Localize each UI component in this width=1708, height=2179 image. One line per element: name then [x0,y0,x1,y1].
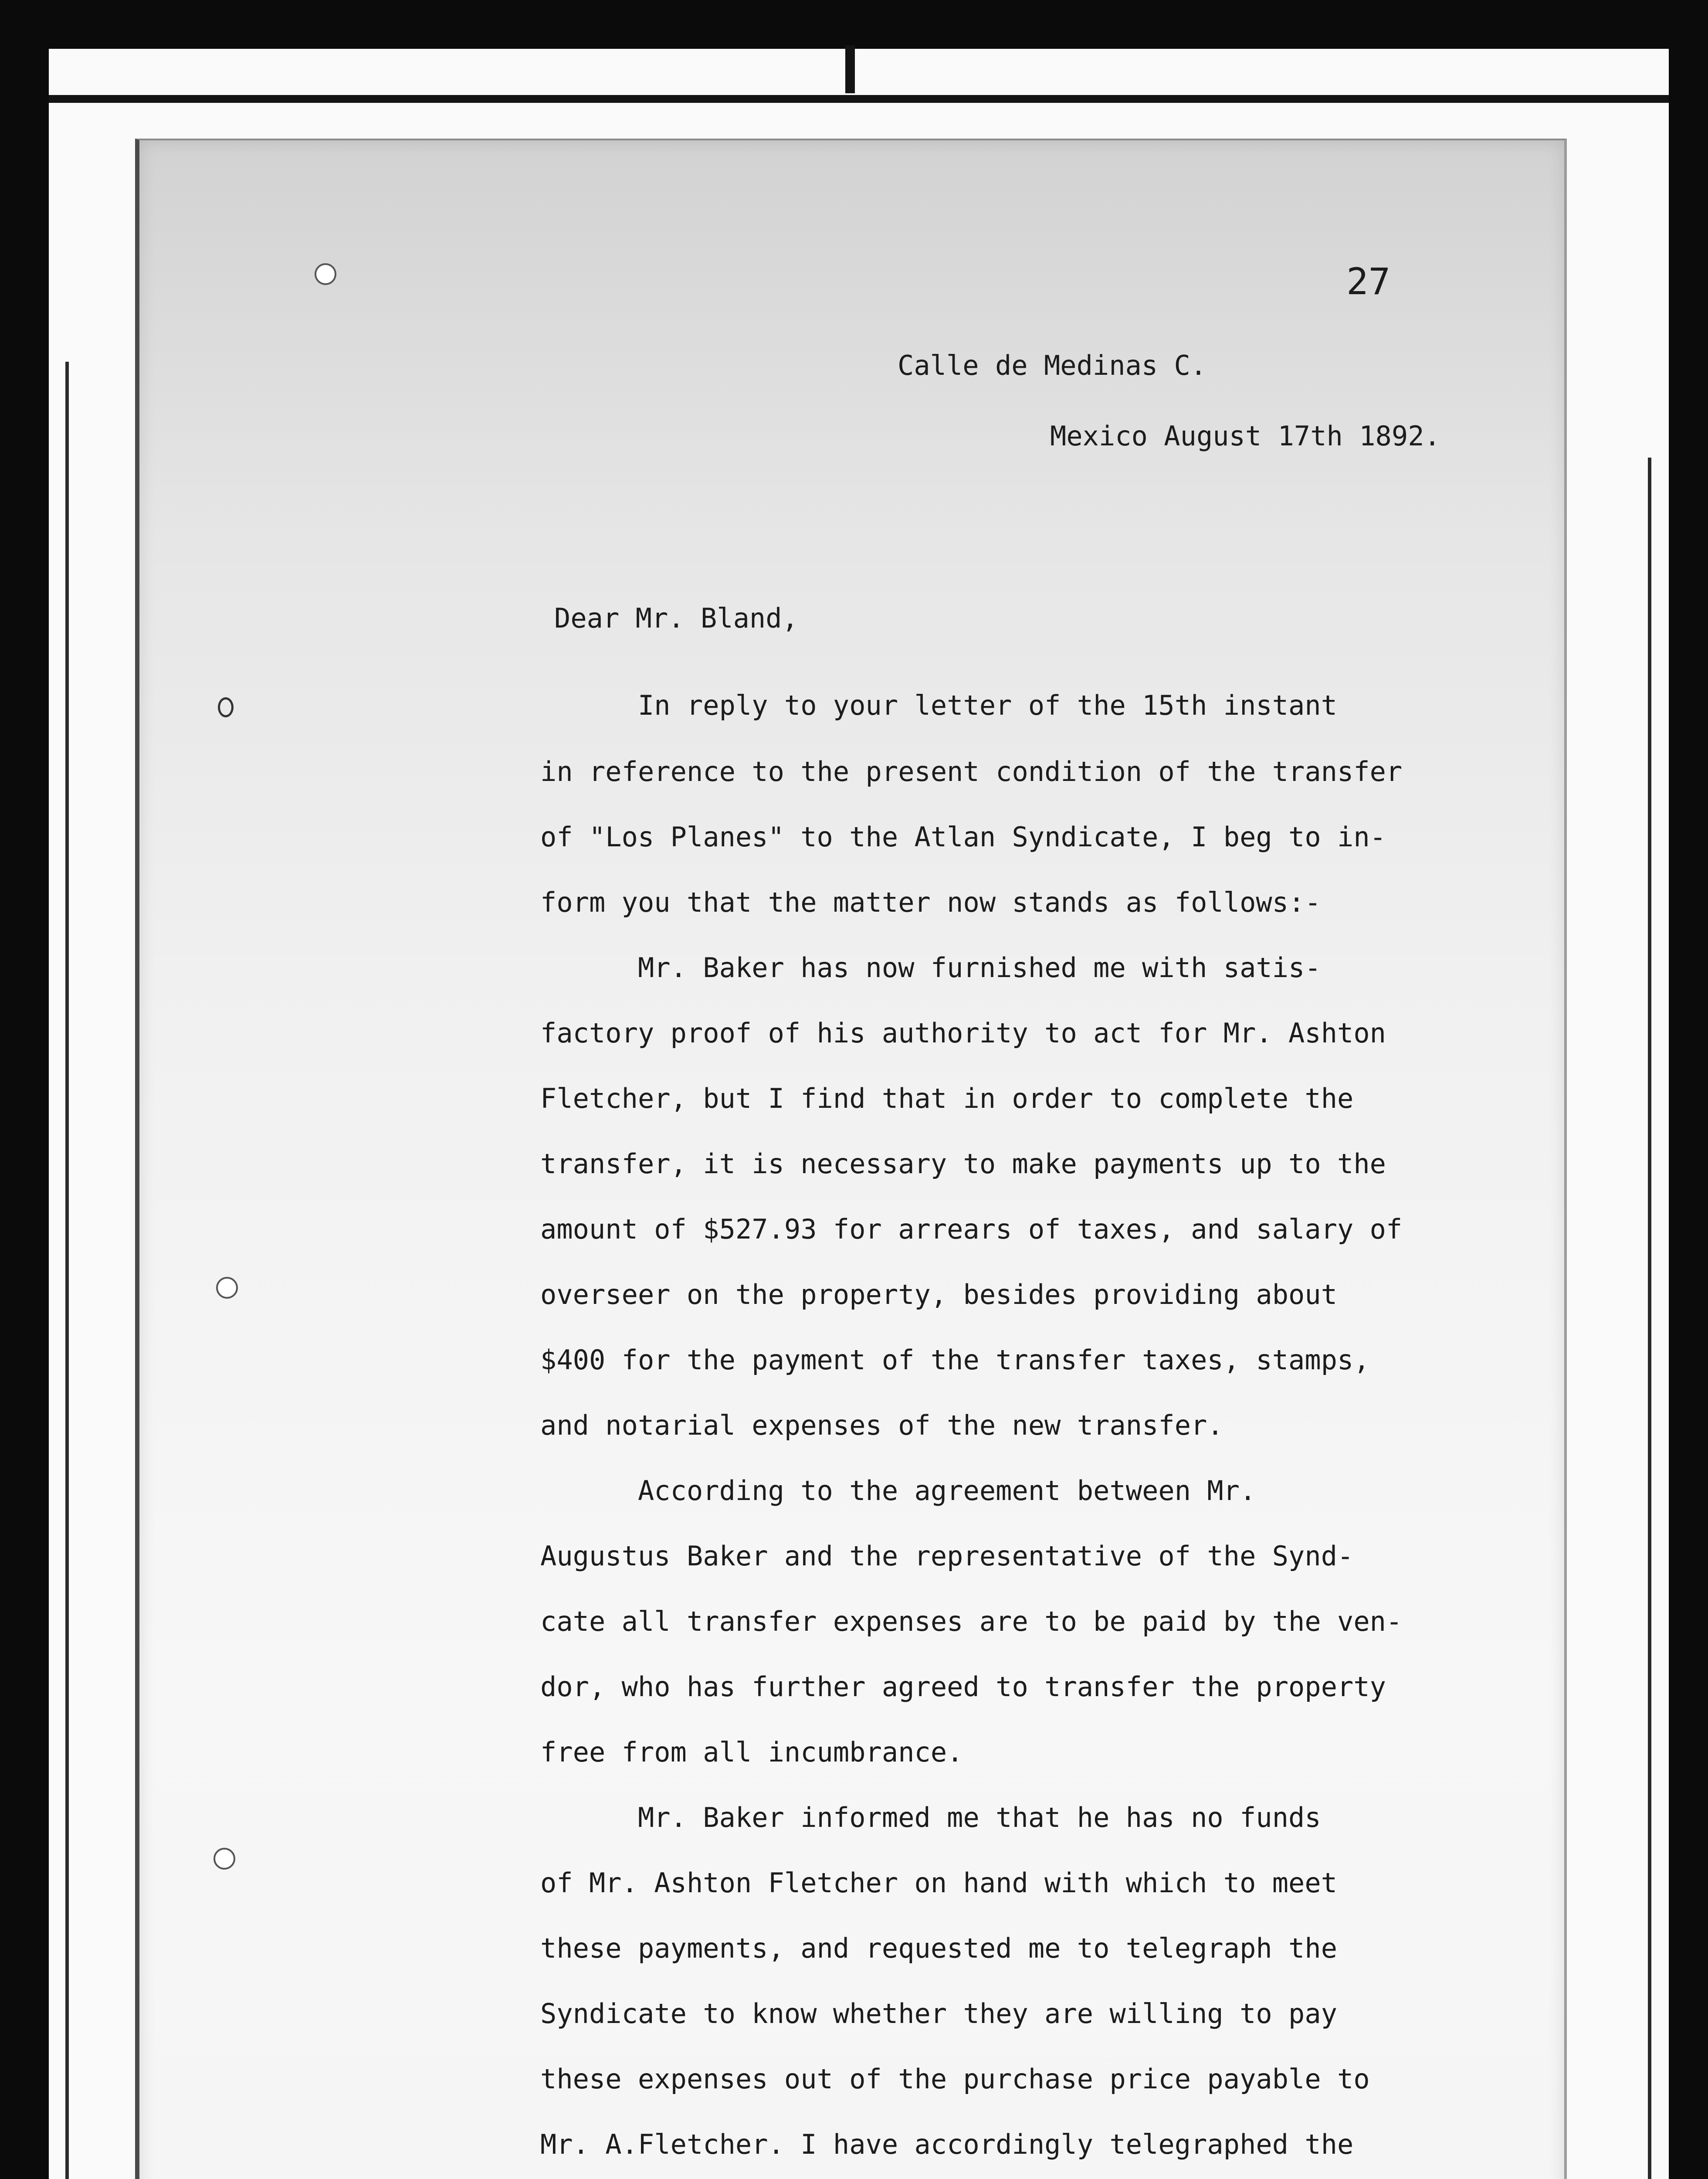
body-line-5: Mr. Baker has now furnished me with satis- [540,952,1321,984]
body-line-23: Mr. A.Fletcher. I have accordingly telegraphed the [540,2128,1354,2160]
top-rule [49,95,1669,103]
body-line-13: According to the agreement between Mr. [540,1475,1256,1507]
body-line-17: free from all incumbrance. [540,1736,963,1768]
binder-hole-bottom [214,1848,235,1870]
left-edge-line [65,362,69,2179]
top-tick-mark [845,45,855,93]
body-line-1: In reply to your letter of the 15th instant [540,689,1338,721]
body-line-6: factory proof of his authority to act for Mr. Ashton [540,1017,1386,1049]
body-line-16: dor, who has further agreed to transfer the property [540,1671,1386,1703]
body-line-8: transfer, it is necessary to make payments up to the [540,1148,1386,1180]
salutation: Dear Mr. Bland, [554,602,798,634]
body-line-20: these payments, and requested me to telegraph the [540,1932,1338,1964]
address-line-1: Calle de Medinas C. [898,350,1207,381]
body-line-22: these expenses out of the purchase price payable to [540,2063,1370,2095]
body-line-19: of Mr. Ashton Fletcher on hand with which to meet [540,1867,1338,1899]
binder-hole-middle [216,1277,238,1299]
binder-hole-top [315,263,336,285]
body-line-3: of "Los Planes" to the Atlan Syndicate, I beg to in- [540,821,1386,853]
body-line-15: cate all transfer expenses are to be paid by the ven- [540,1605,1403,1637]
body-line-11: $400 for the payment of the transfer taxes, stamps, [540,1344,1370,1376]
right-edge-line [1648,458,1651,2179]
body-line-14: Augustus Baker and the representative of the Synd- [540,1540,1354,1572]
address-line-2: Mexico August 17th 1892. [1050,420,1440,452]
body-line-10: overseer on the property, besides providing about [540,1279,1338,1310]
body-line-21: Syndicate to know whether they are willing to pay [540,1998,1338,2030]
body-line-2: in reference to the present condition of the transfer [540,756,1403,787]
body-line-12: and notarial expenses of the new transfer. [540,1409,1223,1441]
body-line-7: Fletcher, but I find that in order to complete the [540,1083,1354,1114]
binder-hole-ring [218,697,234,717]
body-line-4: form you that the matter now stands as follows:- [540,886,1321,918]
body-line-9: amount of $527.93 for arrears of taxes, and salary of [540,1213,1403,1245]
body-line-18: Mr. Baker informed me that he has no funds [540,1802,1321,1833]
page-number: 27 [1346,260,1391,303]
